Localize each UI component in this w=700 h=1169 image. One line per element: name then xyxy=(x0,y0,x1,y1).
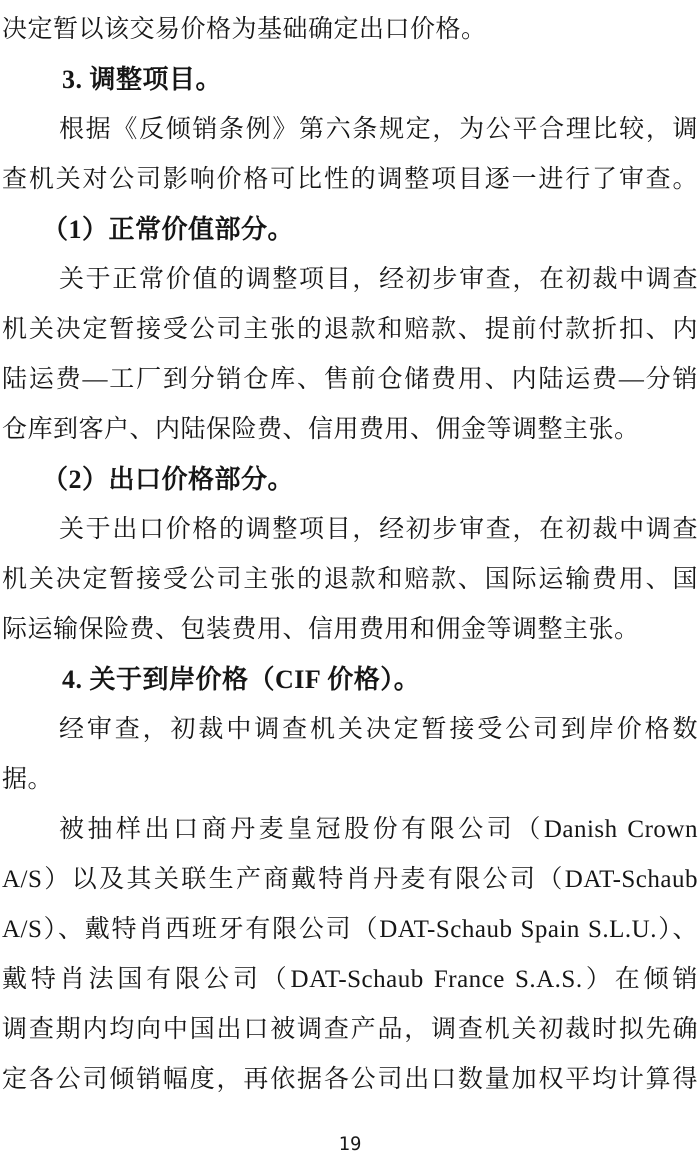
text-line: 仓库到客户、内陆保险费、信用费用、佣金等调整主张。 xyxy=(2,416,640,443)
text-line: 调查期内均向中国出口被调查产品，调查机关初裁时拟先确 xyxy=(2,1016,698,1043)
page-number: 19 xyxy=(338,1133,362,1155)
text-line: A/S）、戴特肖西班牙有限公司（DAT-Schaub Spain S.L.U.）、 xyxy=(2,916,698,943)
text-line: A/S）以及其关联生产商戴特肖丹麦有限公司（DAT-Schaub xyxy=(2,866,698,893)
heading-line: （1）正常价值部分。 xyxy=(42,215,295,244)
text-line: 经审查，初裁中调查机关决定暂接受公司到岸价格数 xyxy=(59,716,698,743)
text-line: 查机关对公司影响价格可比性的调整项目逐一进行了审查。 xyxy=(2,166,698,193)
text-line: 根据《反倾销条例》第六条规定，为公平合理比较，调 xyxy=(59,116,698,143)
text-line: 关于正常价值的调整项目，经初步审查，在初裁中调查 xyxy=(59,266,698,293)
text-line: 机关决定暂接受公司主张的退款和赔款、提前付款折扣、内 xyxy=(2,316,698,343)
text-line: 被抽样出口商丹麦皇冠股份有限公司（Danish Crown xyxy=(59,816,698,843)
text-line: 陆运费—工厂到分销仓库、售前仓储费用、内陆运费—分销 xyxy=(2,366,698,393)
text-line: 定各公司倾销幅度，再依据各公司出口数量加权平均计算得 xyxy=(2,1066,698,1093)
text-line: 戴特肖法国有限公司（DAT-Schaub France S.A.S.）在倾销 xyxy=(2,966,698,993)
heading-line: （2）出口价格部分。 xyxy=(42,465,295,494)
text-line: 关于出口价格的调整项目，经初步审查，在初裁中调查 xyxy=(59,516,698,543)
text-line: 际运输保险费、包装费用、信用费用和佣金等调整主张。 xyxy=(2,616,640,643)
heading-line: 3. 调整项目。 xyxy=(62,65,223,94)
text-line: 决定暂以该交易价格为基础确定出口价格。 xyxy=(2,16,487,43)
heading-line: 4. 关于到岸价格（CIF 价格）。 xyxy=(62,665,421,694)
text-line: 机关决定暂接受公司主张的退款和赔款、国际运输费用、国 xyxy=(2,566,698,593)
text-line: 据。 xyxy=(2,766,54,793)
